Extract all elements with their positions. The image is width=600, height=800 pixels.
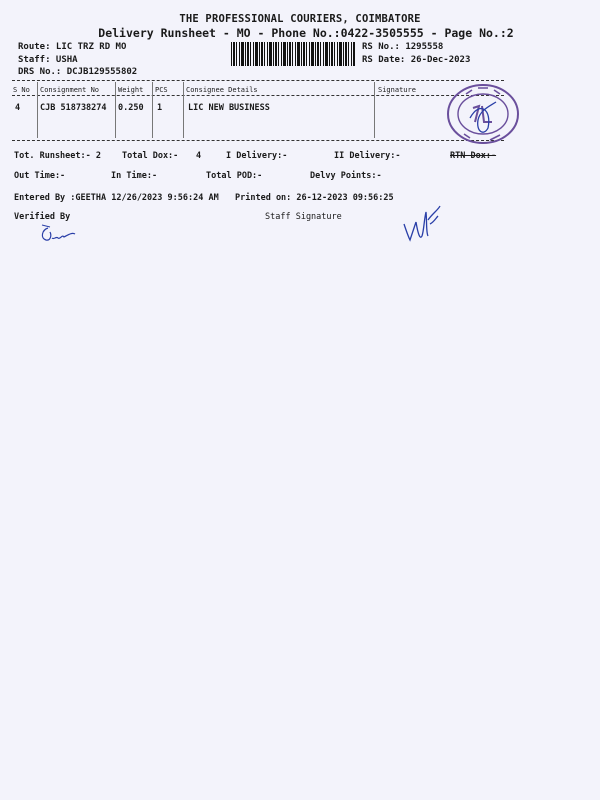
cell-pcs: 1 xyxy=(157,103,163,113)
col-line xyxy=(37,82,38,138)
col-header-consignment: Consignment No xyxy=(40,86,100,94)
entered-by: Entered By :GEETHA 12/26/2023 9:56:24 AM xyxy=(14,193,219,203)
rtn-dox: RTN Dox:- xyxy=(450,151,497,161)
in-time: In Time:- xyxy=(111,171,158,181)
total-dox-label: Total Dox:- xyxy=(122,151,179,161)
out-time: Out Time:- xyxy=(14,171,66,181)
col-header-consignee: Consignee Details xyxy=(186,86,258,94)
cell-consignee: LIC NEW BUSINESS xyxy=(188,103,270,113)
ii-delivery: II Delivery:- xyxy=(334,151,401,161)
col-line xyxy=(115,82,116,138)
header-left-block xyxy=(18,41,137,79)
staff-signature-label: Staff Signature xyxy=(265,212,342,222)
col-line xyxy=(183,82,184,138)
staff-text: Staff: USHA xyxy=(18,54,78,65)
total-dox-value: 4 xyxy=(196,151,202,161)
runsheet-title: Delivery Runsheet - MO - Phone No.:0422-3505555 - Page No.:2 xyxy=(98,26,514,40)
verifier-signature xyxy=(38,222,78,246)
rs-number: RS No.: 1295558 xyxy=(362,42,444,52)
tot-runsheet: Tot. Runsheet:- 2 xyxy=(14,151,101,161)
company-name: THE PROFESSIONAL COURIERS, COIMBATORE xyxy=(179,13,421,25)
divider-top xyxy=(12,80,504,81)
barcode xyxy=(231,42,355,66)
divider-bottom xyxy=(12,140,504,141)
divider-header xyxy=(12,95,504,96)
printed-on: Printed on: 26-12-2023 09:56:25 xyxy=(235,193,394,203)
drs-number: DRS No.: DCJB129555802 xyxy=(18,67,138,77)
col-header-sno: S No xyxy=(13,86,30,94)
col-header-weight: Weight xyxy=(118,86,144,94)
route-text: Route: LIC TRZ RD MO xyxy=(18,42,127,52)
rs-date: RS Date: 26-Dec-2023 xyxy=(362,54,471,65)
delvy-points: Delvy Points:- xyxy=(310,171,382,181)
col-header-pcs: PCS xyxy=(155,86,168,94)
staff-signature xyxy=(400,200,444,246)
col-line xyxy=(374,82,375,138)
delivery-stamp xyxy=(440,80,522,146)
cell-consignment: CJB 518738274 xyxy=(40,103,107,113)
header-right-block xyxy=(362,41,470,66)
verified-by-label: Verified By xyxy=(14,212,71,222)
cell-weight: 0.250 xyxy=(118,103,144,113)
col-header-signature: Signature xyxy=(378,86,416,94)
col-line xyxy=(152,82,153,138)
total-pod: Total POD:- xyxy=(206,171,263,181)
cell-sno: 4 xyxy=(15,103,21,113)
i-delivery: I Delivery:- xyxy=(226,151,288,161)
